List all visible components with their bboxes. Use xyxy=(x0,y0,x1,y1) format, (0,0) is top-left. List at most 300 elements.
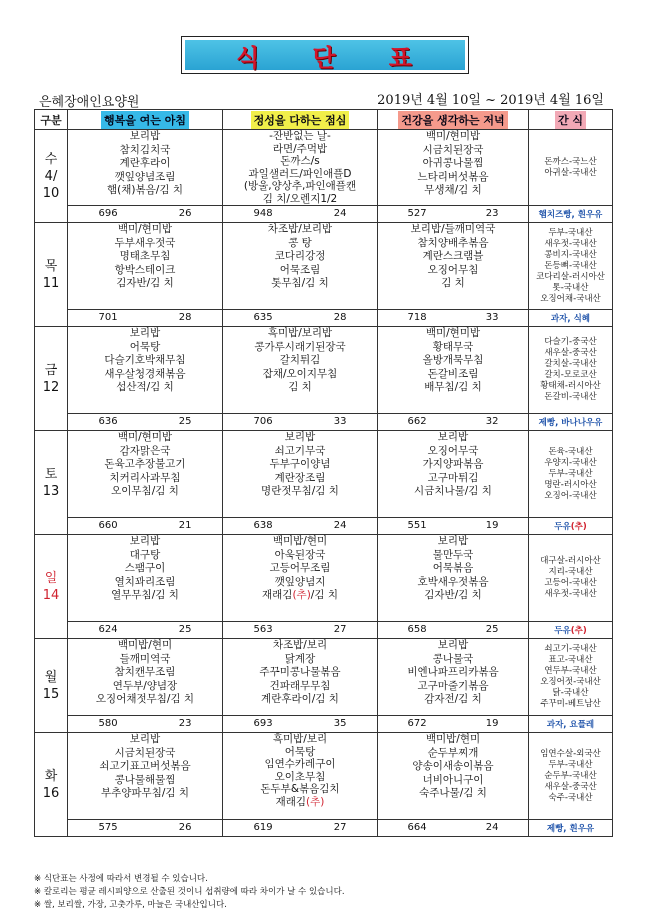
nutrition-values xyxy=(378,310,528,326)
title-char: 단 xyxy=(312,43,338,72)
dish-item: 시금치된장국 xyxy=(422,143,484,156)
day-name: 금 xyxy=(44,362,58,378)
day-date: 15 xyxy=(42,686,60,702)
origin-cell xyxy=(529,639,613,716)
origin-item: 새우젓-국내산 xyxy=(544,589,597,599)
dish-item: 흑미밥/보리 xyxy=(272,733,328,745)
dish-item: 고등어무조림 xyxy=(269,562,331,574)
dinner-cell xyxy=(378,535,529,622)
day-name: 토 xyxy=(44,466,58,482)
dish-item: 열무무침/김 치 xyxy=(111,589,179,601)
protein: 26 xyxy=(178,822,192,833)
day-cell xyxy=(35,327,68,431)
dish-item: 계란스크램블 xyxy=(422,250,484,262)
nutrition-values xyxy=(378,518,528,534)
nutrition-values xyxy=(68,206,222,222)
dish-item: 들깨미역국 xyxy=(119,652,171,665)
calories: 619 xyxy=(253,822,273,833)
highlight-mark: (추) xyxy=(306,795,325,808)
nutrition-values xyxy=(223,518,377,534)
header-breakfast xyxy=(68,110,223,130)
day-name: 화 xyxy=(44,768,58,784)
dish-item: 김자반/김 치 xyxy=(116,277,174,289)
day-name: 월 xyxy=(44,669,58,685)
dish-item: 두부새우젓국 xyxy=(114,236,176,249)
nutrition-values xyxy=(223,622,377,638)
protein: 26 xyxy=(178,208,192,219)
calories: 696 xyxy=(98,208,118,219)
day-cell xyxy=(35,639,68,733)
dish-item: 배무침/김 치 xyxy=(424,381,482,393)
calories: 551 xyxy=(407,520,427,531)
nutrition-row xyxy=(35,518,613,535)
highlight-mark: (추) xyxy=(292,589,311,601)
origin-item: 임연수살-외국산 xyxy=(540,748,601,759)
origin-item: 두부-국내산 xyxy=(548,468,593,479)
protein: 28 xyxy=(333,312,347,323)
dish-item: 쇠고기표고버섯볶음 xyxy=(99,760,191,772)
dish-item: 백미밥/현미 xyxy=(117,639,173,651)
nutrition-row xyxy=(35,310,613,327)
origin-item: 연두부-국내산 xyxy=(544,666,597,676)
header-day: 구분 xyxy=(35,110,68,130)
origin-item: 명란-러시아산 xyxy=(544,479,597,490)
dish-item: 치커리사과무침 xyxy=(109,471,181,484)
origin-item: 돈까스-국느산 xyxy=(544,156,597,167)
nutrition-row xyxy=(35,716,613,733)
origin-cell xyxy=(529,327,613,414)
day-cell xyxy=(35,535,68,639)
dish-item: 연두부/양념장 xyxy=(112,679,178,692)
dish-item: 잡채/오이지무침 xyxy=(262,367,338,380)
calories: 563 xyxy=(253,624,273,635)
day-date: 13 xyxy=(42,483,60,499)
nutrition-values xyxy=(68,716,222,732)
dish-item: 깻잎양념지 xyxy=(274,575,326,588)
calories: 701 xyxy=(98,312,118,323)
dinner-cell xyxy=(378,130,529,206)
dish-item: 아귀콩나물찜 xyxy=(422,157,484,169)
day-cell xyxy=(35,733,68,837)
dish-item: 오이무침/김 치 xyxy=(111,485,179,497)
lunch-cell xyxy=(223,327,378,414)
protein: 28 xyxy=(178,312,192,323)
dish-item: 백미/현미밥 xyxy=(425,327,481,339)
dish-item: 보리밥 xyxy=(437,639,469,651)
nutrition-cell xyxy=(378,414,529,431)
nutrition-values xyxy=(223,310,377,326)
nutrition-values xyxy=(68,820,222,836)
day-date: 14 xyxy=(42,587,60,603)
dish-item: 어묵조림 xyxy=(279,263,321,276)
protein: 33 xyxy=(485,312,499,323)
dish-item: 백미/현미밥 xyxy=(117,431,173,443)
dish-item: 보리밥 xyxy=(129,733,161,745)
footnote: ※ 식단표는 사정에 따라서 변경될 수 있습니다. xyxy=(34,873,345,886)
nutrition-cell xyxy=(68,622,223,639)
title-char: 표 xyxy=(388,43,414,72)
dish-item: 흑미밥/보리밥 xyxy=(267,327,333,339)
dish-item: 보리밥/들깨미역국 xyxy=(410,223,496,235)
snack-cell: 제빵, 흰우유 xyxy=(529,820,613,837)
nutrition-cell xyxy=(223,622,378,639)
nutrition-values xyxy=(378,622,528,638)
dish-item: 보리밥 xyxy=(129,327,161,339)
lunch-cell xyxy=(223,639,378,716)
protein: 24 xyxy=(485,822,499,833)
day-name: 일 xyxy=(44,570,58,586)
dish-item: 김 치/오렌지1/2 xyxy=(262,192,338,205)
dish-item: 콩 탕 xyxy=(288,236,312,249)
lunch-cell xyxy=(223,535,378,622)
footnote: ※ 쌀, 보리쌀, 가장, 고춧가루, 마늘은 국내산입니다. xyxy=(34,899,345,912)
protein: 27 xyxy=(333,822,347,833)
day-cell xyxy=(35,130,68,223)
origin-item: 표고-국내산 xyxy=(548,655,593,665)
day-date: 16 xyxy=(42,785,60,801)
dish-item: 김 치 xyxy=(441,277,465,289)
origin-item: 돈갈비-국내산 xyxy=(544,392,597,402)
nutrition-values xyxy=(223,414,377,430)
nutrition-cell xyxy=(68,716,223,733)
dish-item: 갈치튀김 xyxy=(279,354,321,366)
origin-item: 순두부-국내산 xyxy=(544,770,597,781)
dish-item: 새우살청경채볶음 xyxy=(104,367,186,380)
day-row xyxy=(35,535,613,622)
nutrition-row xyxy=(35,206,613,223)
nutrition-cell xyxy=(68,414,223,431)
breakfast-cell xyxy=(68,223,223,310)
calories: 658 xyxy=(407,624,427,635)
dish-item: 어묵탕 xyxy=(129,340,161,353)
breakfast-cell xyxy=(68,535,223,622)
calories: 672 xyxy=(407,718,427,729)
dish-item: 톳무침/김 치 xyxy=(271,277,329,289)
protein: 33 xyxy=(333,416,347,427)
nutrition-cell xyxy=(378,820,529,837)
dish-item: 고구마줄기볶음 xyxy=(417,679,489,692)
dish-item: 순두부찌개 xyxy=(427,746,479,759)
dish-item: 깻잎양념조림 xyxy=(114,170,176,183)
calories: 635 xyxy=(253,312,273,323)
origin-cell xyxy=(529,733,613,820)
dish-item: 느타리버섯볶음 xyxy=(417,170,489,183)
dish-item: 코다리강정 xyxy=(274,250,326,262)
nutrition-values xyxy=(223,206,377,222)
lunch-cell xyxy=(223,130,378,206)
highlight-mark: (추) xyxy=(570,626,587,636)
footnote: ※ 칼로리는 평균 레시피양으로 산출된 것이니 섭취량에 따라 차이가 날 수 있습니다. xyxy=(34,886,345,899)
dish-item: 콩나물해물찜 xyxy=(114,773,176,786)
nutrition-cell xyxy=(223,206,378,223)
calories: 575 xyxy=(98,822,118,833)
dish-item: 숙주나물/김 치 xyxy=(419,787,487,799)
meal-table xyxy=(34,109,613,837)
protein: 27 xyxy=(333,624,347,635)
snack-cell: 제빵, 바나나우유 xyxy=(529,414,613,431)
dish-item: 올방개묵무침 xyxy=(422,354,484,366)
origin-cell xyxy=(529,223,613,310)
dish-item: 섭산적/김 치 xyxy=(116,381,174,393)
calories: 636 xyxy=(98,416,118,427)
dish-item: 스팸구이 xyxy=(124,562,166,574)
lunch-cell xyxy=(223,223,378,310)
origin-cell xyxy=(529,431,613,518)
origin-item: 코다리살-러시아산 xyxy=(536,271,605,282)
snack-cell: 두유(추) xyxy=(529,622,613,639)
dish-item: 명태초무침 xyxy=(119,250,171,262)
dish-item: 고구마튀김 xyxy=(427,471,479,484)
dish-item: -잔반없는 날- xyxy=(269,130,331,142)
dish-item: 호박새우젓볶음 xyxy=(417,575,489,588)
origin-item: 새우살-중국산 xyxy=(544,781,597,792)
dish-item: 보리밥 xyxy=(437,535,469,547)
snack-cell: 두유(추) xyxy=(529,518,613,535)
breakfast-cell xyxy=(68,639,223,716)
dish-item: 무생채/김 치 xyxy=(424,184,482,196)
dish-item: 아욱된장국 xyxy=(274,548,326,561)
nutrition-values xyxy=(378,820,528,836)
dinner-cell xyxy=(378,223,529,310)
dinner-cell xyxy=(378,639,529,716)
menu-period: 2019년 4월 10일 ~ 2019년 4월 16일 xyxy=(377,93,604,108)
highlight-mark: (추) xyxy=(570,522,587,532)
dish-item: 참치양배추볶음 xyxy=(417,236,489,249)
dish-item: 참치캔무조림 xyxy=(114,666,176,678)
dish-item: 돈갈비조림 xyxy=(427,367,479,380)
dish-item: 콩나물국 xyxy=(432,652,474,665)
dish-item: 보리밥 xyxy=(129,535,161,547)
calories: 693 xyxy=(253,718,273,729)
day-date: 4/ 10 xyxy=(42,168,60,201)
dish-item: 보리밥 xyxy=(284,431,316,443)
dish-item: 재래김(추) xyxy=(275,795,325,808)
protein: 23 xyxy=(178,718,192,729)
dish-item: 건파래무무침 xyxy=(269,679,331,692)
origin-item: 닭-국내산 xyxy=(552,688,589,698)
day-date: 11 xyxy=(42,275,60,291)
dish-item: 오징어무국 xyxy=(427,444,479,457)
protein: 25 xyxy=(485,624,499,635)
protein: 23 xyxy=(485,208,499,219)
origin-item: 콩비지-국내산 xyxy=(544,249,597,260)
nutrition-cell xyxy=(378,310,529,327)
dish-item: 오징어채젓무침/김 치 xyxy=(95,693,195,705)
dish-item: 계란후라이 xyxy=(119,157,171,169)
calories: 580 xyxy=(98,718,118,729)
dish-item: 가지양파볶음 xyxy=(422,458,484,470)
dish-item: 어묵탕 xyxy=(284,745,316,758)
protein: 19 xyxy=(485,718,499,729)
nutrition-cell xyxy=(223,310,378,327)
dinner-cell xyxy=(378,431,529,518)
origin-item: 오징어-국내산 xyxy=(544,490,597,501)
origin-item: 황태채-러시아산 xyxy=(540,381,601,391)
day-date: 12 xyxy=(42,379,60,395)
origin-item: 아귀살-국내산 xyxy=(544,167,597,178)
dinner-cell xyxy=(378,327,529,414)
calories: 527 xyxy=(407,208,427,219)
dish-item: 차조밥/보리밥 xyxy=(267,223,333,235)
origin-item: 돈육-국내산 xyxy=(548,446,593,457)
origin-item: 새우살-중국산 xyxy=(544,348,597,358)
breakfast-cell xyxy=(68,130,223,206)
calories: 718 xyxy=(407,312,427,323)
calories: 706 xyxy=(253,416,273,427)
dish-item: 황태무국 xyxy=(432,340,474,353)
dish-item: 열치꽈리조림 xyxy=(114,575,176,588)
origin-item: 갈치살-국내산 xyxy=(544,359,597,369)
nutrition-values xyxy=(223,716,377,732)
protein: 19 xyxy=(485,520,499,531)
header-snack-label: 간 식 xyxy=(555,111,586,129)
nutrition-values xyxy=(378,414,528,430)
protein: 24 xyxy=(333,520,347,531)
nutrition-cell xyxy=(223,716,378,733)
origin-item: 고등어-국내산 xyxy=(544,578,597,588)
calories: 662 xyxy=(407,416,427,427)
dish-item: 부추양파무침/김 치 xyxy=(100,787,190,799)
origin-item: 오징어젓-국내산 xyxy=(540,677,601,687)
calories: 948 xyxy=(253,208,273,219)
dish-item: 시금치나물/김 치 xyxy=(414,485,492,497)
dish-item: 백미/현미밥 xyxy=(117,223,173,235)
origin-item: 숙주-국내산 xyxy=(548,792,593,803)
dish-item: 콩가루시래기된장국 xyxy=(254,340,346,353)
dish-item: 보리밥 xyxy=(437,431,469,443)
dish-item: 감자맑은국 xyxy=(119,444,171,457)
origin-item: 대구살-러시아산 xyxy=(540,556,601,566)
origin-item: 두부-국내산 xyxy=(548,759,593,770)
breakfast-cell xyxy=(68,431,223,518)
snack-cell: 과자, 요플레 xyxy=(529,716,613,733)
nutrition-cell xyxy=(223,414,378,431)
protein: 32 xyxy=(485,416,499,427)
organization-name: 은혜장애인요양원 xyxy=(39,95,140,110)
dish-item: 김 치 xyxy=(288,381,312,393)
nutrition-cell xyxy=(68,206,223,223)
header-breakfast-label: 행복을 여는 아침 xyxy=(101,111,189,129)
nutrition-values xyxy=(378,716,528,732)
dish-item: 쇠고기무국 xyxy=(274,444,326,457)
day-row xyxy=(35,639,613,716)
day-name: 수 xyxy=(44,151,58,167)
nutrition-values xyxy=(68,622,222,638)
nutrition-cell xyxy=(378,206,529,223)
dish-item: 백미/현미밥 xyxy=(425,130,481,142)
header-row xyxy=(35,110,613,130)
title-char: 식 xyxy=(236,43,262,72)
nutrition-cell xyxy=(68,518,223,535)
dish-item: 시금치된장국 xyxy=(114,746,176,759)
nutrition-values xyxy=(68,414,222,430)
header-dinner xyxy=(378,110,529,130)
origin-item: 다슬기-중국산 xyxy=(544,337,597,347)
dish-item: 돈까스/s xyxy=(280,155,320,167)
protein: 25 xyxy=(178,416,192,427)
dish-item: 재래김(추)/김 치 xyxy=(262,589,338,601)
origin-item: 돈등뼈-국내산 xyxy=(544,260,597,271)
dish-item: 다슬기호박채무침 xyxy=(104,354,186,366)
dish-item: (방울,양상추,파인애플캔 xyxy=(243,180,357,192)
snack-cell: 햄치즈빵, 흰우유 xyxy=(529,206,613,223)
origin-item: 두부-국내산 xyxy=(548,227,593,238)
dish-item: 라면/주먹밥 xyxy=(272,142,328,155)
header-lunch xyxy=(223,110,378,130)
origin-cell xyxy=(529,130,613,206)
dish-item: 백미밥/현미 xyxy=(425,733,481,745)
nutrition-values xyxy=(223,820,377,836)
footnotes xyxy=(34,873,345,912)
nutrition-values xyxy=(68,310,222,326)
dish-item: 오징어무침 xyxy=(427,263,479,276)
dish-item: 명란젓무침/김 치 xyxy=(261,485,339,497)
dish-item: 주꾸미콩나물볶음 xyxy=(259,666,341,678)
dish-item: 닭계장 xyxy=(284,652,316,665)
dish-item: 양송이새송이볶음 xyxy=(412,760,494,772)
dish-item: 돈두부&볶음김치 xyxy=(260,783,340,795)
dish-item: 돈육고추장불고기 xyxy=(104,458,186,470)
dish-item: 임연수카레구이 xyxy=(264,758,336,770)
meal-table-body xyxy=(35,130,613,837)
day-row xyxy=(35,431,613,518)
protein: 24 xyxy=(333,208,347,219)
nutrition-row xyxy=(35,622,613,639)
snack-cell: 과자, 식혜 xyxy=(529,310,613,327)
dish-item: 보리밥 xyxy=(129,130,161,142)
day-row xyxy=(35,223,613,310)
header-dinner-label: 건강을 생각하는 저녁 xyxy=(398,111,507,129)
nutrition-cell xyxy=(378,716,529,733)
day-row xyxy=(35,130,613,206)
menu-title-banner xyxy=(185,40,465,70)
origin-item: 새우젓-국내산 xyxy=(544,238,597,249)
dish-item: 계란후라이/김 치 xyxy=(261,693,339,705)
origin-item: 우양지-국내산 xyxy=(544,457,597,468)
origin-item: 쇠고기-국내산 xyxy=(544,644,597,654)
dish-item: 너비아니구이 xyxy=(422,773,484,786)
calories: 664 xyxy=(407,822,427,833)
breakfast-cell xyxy=(68,327,223,414)
dish-item: 두부구이양념 xyxy=(269,458,331,470)
nutrition-values xyxy=(68,518,222,534)
protein: 25 xyxy=(178,624,192,635)
nutrition-cell xyxy=(223,820,378,837)
protein: 21 xyxy=(178,520,192,531)
calories: 638 xyxy=(253,520,273,531)
dish-item: 비엔나파프리카볶음 xyxy=(407,666,499,678)
nutrition-row xyxy=(35,414,613,431)
dish-item: 물만두국 xyxy=(432,548,474,561)
day-row xyxy=(35,327,613,414)
menu-title xyxy=(181,36,469,74)
origin-item: 톳-국내산 xyxy=(552,282,589,293)
day-name: 목 xyxy=(44,258,58,274)
dish-item: 백미밥/현미 xyxy=(272,535,328,547)
dish-item: 차조밥/보리 xyxy=(272,639,328,651)
dinner-cell xyxy=(378,733,529,820)
dish-item: 김자반/김 치 xyxy=(424,589,482,601)
lunch-cell xyxy=(223,431,378,518)
origin-cell xyxy=(529,535,613,622)
dish-item: 대구탕 xyxy=(129,548,161,561)
dish-item: 어묵볶음 xyxy=(432,562,474,574)
day-cell xyxy=(35,223,68,327)
dish-item: 감자전/김 치 xyxy=(424,693,482,705)
protein: 35 xyxy=(333,718,347,729)
origin-item: 지리-국내산 xyxy=(548,567,593,577)
nutrition-cell xyxy=(378,518,529,535)
